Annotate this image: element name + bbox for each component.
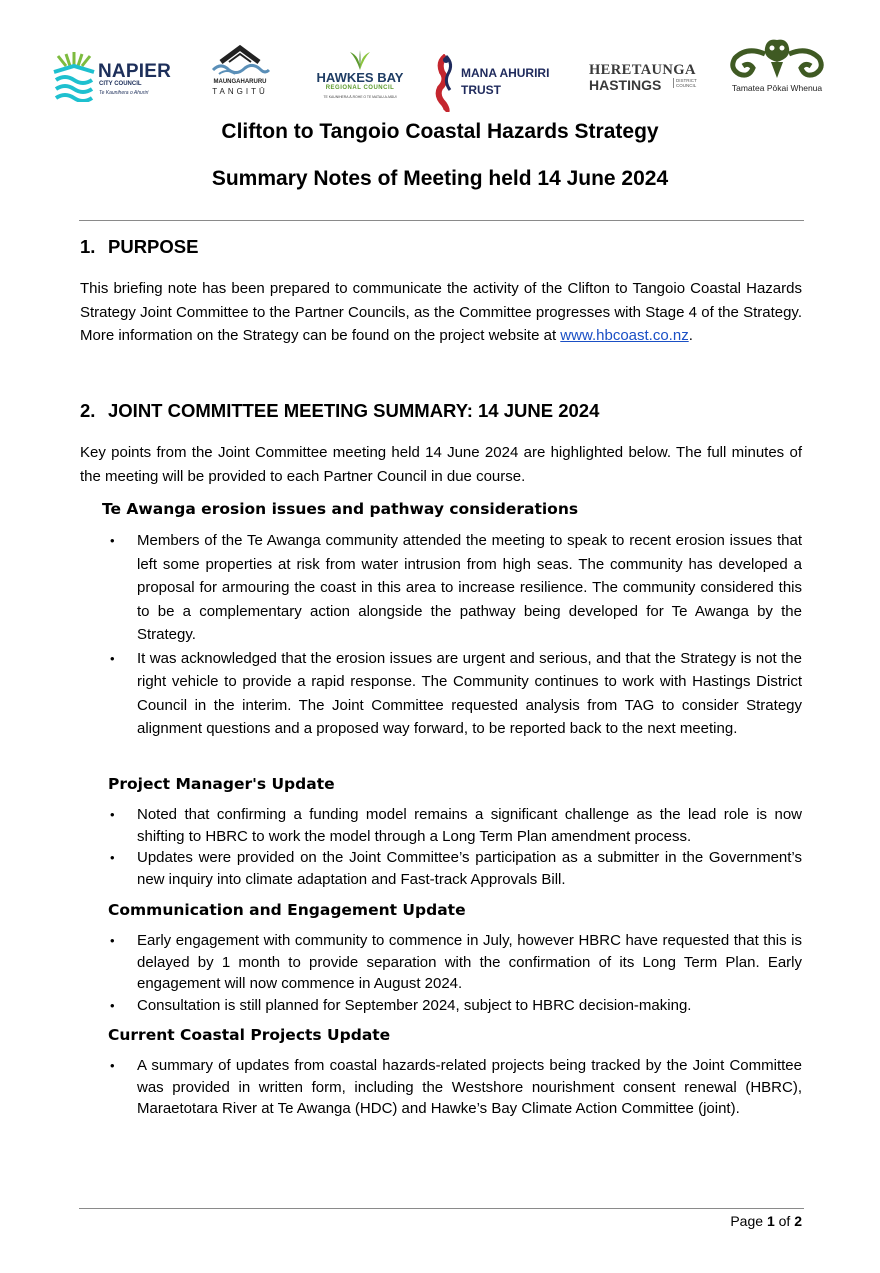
list-item-text: Noted that confirming a funding model remains a significant challenge as the lead role is now shifting to HBRC to work the model through a Long Term Plan amendment process. (137, 806, 802, 845)
purpose-text: This briefing note has been prepared to communicate the activity of the Clifton to Tangoio Coastal Hazards Strategy Joint Committee to the Partner Councils, as the Committee progresses with Stage 4 of the Strategy. More information on the Strategy can be found on the project website at (80, 280, 802, 344)
coastal-projects-bullet-list (108, 1055, 802, 1120)
page-total: 2 (794, 1213, 802, 1229)
bullet-icon: • (110, 933, 115, 948)
mana-logo-line2: TRUST (461, 83, 501, 97)
hastings-logo-line2: HASTINGS (589, 77, 662, 93)
subsection-heading-project-manager: Project Manager's Update (108, 775, 335, 793)
list-item (108, 930, 802, 995)
page-of: of (778, 1213, 791, 1229)
section-number: 2. (80, 400, 96, 421)
hawkes-bay-regional-council-logo (312, 50, 408, 106)
mana-logo-line1: MANA AHURIRI (461, 66, 550, 80)
list-item (108, 529, 802, 647)
list-item (108, 995, 802, 1017)
hbrc-logo-sub: REGIONAL COUNCIL (325, 85, 395, 91)
subsection-heading-coastal-projects: Current Coastal Projects Update (108, 1026, 391, 1044)
maungaharuru-tangitu-logo (207, 44, 273, 104)
hastings-logo-line1: HERETAUNGA (589, 62, 696, 78)
section-number: 1. (80, 236, 96, 257)
section-title: PURPOSE (108, 236, 199, 257)
section-title: JOINT COMMITTEE MEETING SUMMARY: 14 JUNE 2024 (108, 400, 600, 421)
list-item-text: A summary of updates from coastal hazards-related projects being tracked by the Joint Committee was provided in written form, including the Westshore nourishment consent renewal (HBRC), Maraetotara River at Te Awanga (HDC) and Hawke’s Bay Climate Action Committee (joint). (137, 1057, 802, 1118)
header-divider (79, 220, 804, 221)
purpose-text-end: . (688, 327, 693, 344)
mana-ahuriri-trust-logo (434, 54, 558, 112)
list-item-text: Updates were provided on the Joint Committee’s participation as a submitter in the Government’s new inquiry into climate adaptation and Fast-track Approvals Bill. (137, 849, 802, 888)
communication-bullet-list (108, 930, 802, 1016)
list-item-text: It was acknowledged that the erosion issues are urgent and serious, and that the Strategy is not the right vehicle to provide a rapid response. The Community continues to work with Hastings District Council in the interim. The Joint Committee requested analysis from TAG to consider Strategy alignment questions and a proposed way forward, to be reported back to the next meeting. (137, 649, 802, 737)
maungaharuru-logo-sub: TANGITŪ (212, 87, 268, 96)
hastings-district-council-logo (589, 62, 705, 98)
hbrc-logo-tagline: TE KAUNIHERA Ā-ROHE O TE MATAU-A-MĀUI (323, 95, 397, 99)
section-heading-summary (80, 400, 599, 422)
list-item (108, 804, 802, 847)
tamatea-carving-icon (727, 36, 827, 82)
list-item-text: Consultation is still planned for September 2024, subject to HBRC decision-making. (137, 996, 692, 1014)
maungaharuru-mountain-icon (209, 44, 271, 78)
list-item-text: Members of the Te Awanga community attended the meeting to speak to recent erosion issues that left some properties at risk from water intrusion from high seas. The community has developed a proposal for armouring the coast in this area to increase resilience. The community considered this to be a complementary action alongside the pathway being developed for Te Awanga by the Strategy. (137, 532, 802, 643)
hbrc-leaf-icon (346, 50, 374, 70)
subsection-heading-communication: Communication and Engagement Update (108, 901, 466, 919)
bullet-icon: • (110, 807, 115, 822)
page-label: Page (730, 1213, 764, 1229)
bullet-icon: • (110, 650, 115, 666)
summary-intro-paragraph: Key points from the Joint Committee meeting held 14 June 2024 are highlighted below. The full minutes of the meeting will be provided to each Partner Council in due course. (80, 444, 802, 485)
bullet-icon: • (110, 1058, 115, 1073)
project-manager-bullet-list (108, 804, 802, 890)
tamatea-pokai-whenua-logo (724, 36, 830, 100)
list-item (108, 1055, 802, 1120)
page-current: 1 (766, 1213, 775, 1229)
hbrc-logo-name: HAWKES BAY (316, 70, 404, 85)
napier-logo-tagline: Te Kaunihera o Ahuriri (99, 90, 149, 96)
maungaharuru-logo-name: MAUNGAHARURU (213, 79, 267, 85)
napier-logo-sub: CITY COUNCIL (99, 81, 142, 87)
bullet-icon: • (110, 850, 115, 866)
bullet-icon: • (110, 533, 115, 548)
document-title: Clifton to Tangoio Coastal Hazards Strategy (221, 120, 659, 143)
napier-wave-icon (52, 52, 96, 102)
list-item-text: Early engagement with community to commence in July, however HBRC have requested that this is delayed by 1 month to provide separation with the confirmation of its Long Term Plan. Early engagement will now commence in August 2024. (137, 932, 802, 993)
te-awanga-bullet-list (108, 529, 802, 741)
bullet-icon: • (110, 997, 115, 1013)
napier-city-council-logo (52, 52, 172, 104)
list-item (108, 847, 802, 890)
subsection-heading-te-awanga: Te Awanga erosion issues and pathway considerations (102, 500, 579, 518)
mana-ahuriri-figure-icon (434, 54, 458, 112)
document-subtitle: Summary Notes of Meeting held 14 June 2024 (211, 167, 669, 190)
purpose-paragraph (80, 277, 802, 348)
tamatea-logo-name: Tamatea Pōkai Whenua (731, 83, 823, 93)
section-heading-purpose (80, 236, 198, 258)
napier-logo-name: NAPIER (98, 61, 171, 82)
page-number (730, 1213, 802, 1229)
project-website-link[interactable]: www.hbcoast.co.nz (560, 327, 689, 344)
footer-divider (79, 1208, 804, 1209)
hastings-logo-sub: DISTRICT COUNCIL (673, 78, 706, 88)
list-item (108, 647, 802, 741)
